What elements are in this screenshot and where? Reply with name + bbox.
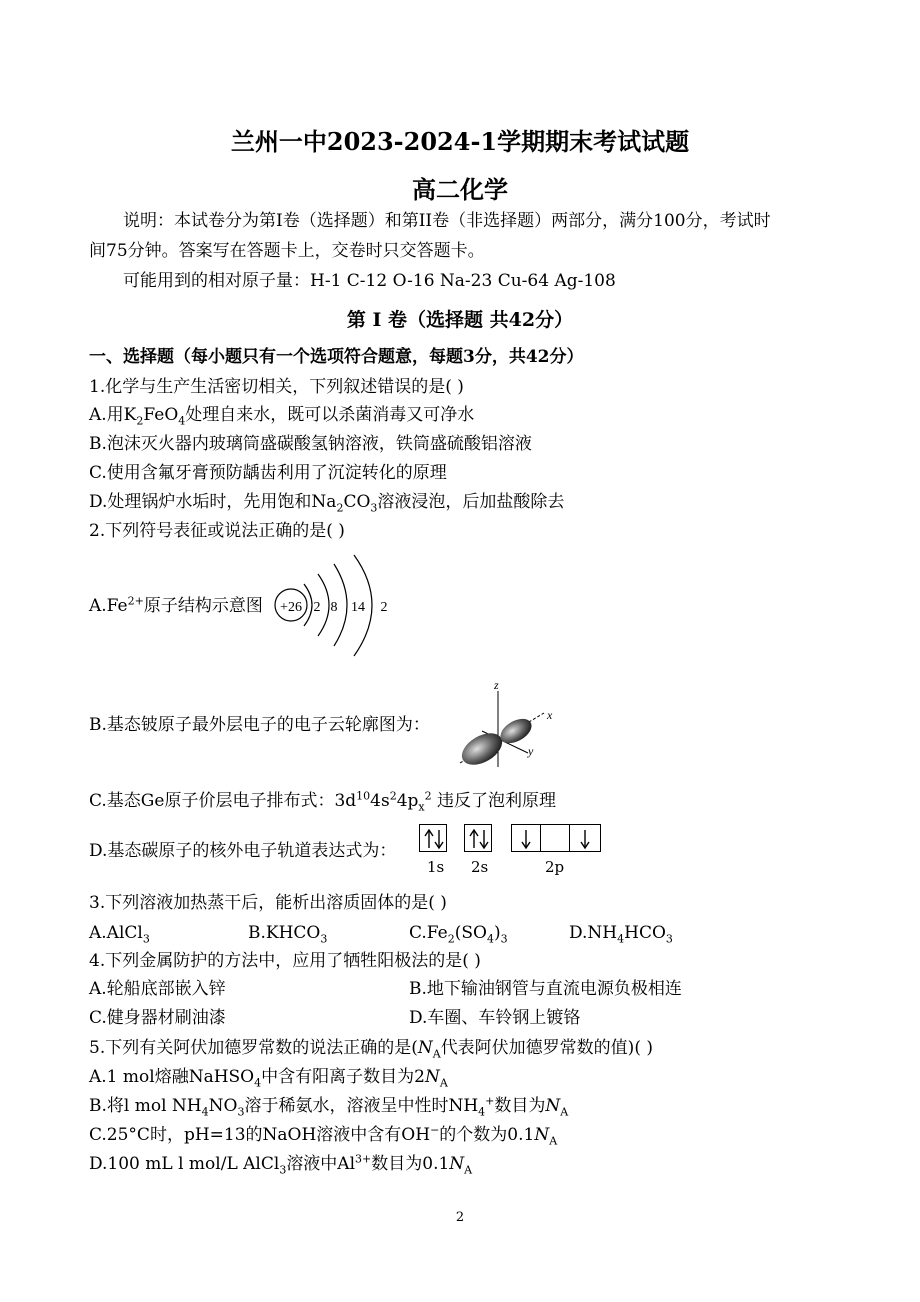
orbital-label-2p: 2p xyxy=(545,858,565,876)
question-4-option-b: B.地下输油钢管与直流电源负极相连 xyxy=(409,979,682,999)
question-1-stem: 1.化学与生产生活密切相关，下列叙述错误的是( ) xyxy=(89,377,464,397)
question-1-option-c: C.使用含氟牙膏预防龋齿利用了沉淀转化的原理 xyxy=(89,463,447,483)
atomic-masses: 可能用到的相对原子量：H-1 C-12 O-16 Na-23 Cu-64 Ag-108 xyxy=(123,271,616,291)
question-5-option-a: A.1 mol熔融NaHSO$_4$中含有阳离子数目为$2N_A$ xyxy=(89,1067,448,1090)
orbital-1s-box xyxy=(419,824,447,852)
intro-line-2: 间75分钟。答案写在答题卡上，交卷时只交答题卡。 xyxy=(89,241,485,261)
question-2-option-d: D.基态碳原子的核外电子轨道表达式为： xyxy=(89,841,397,861)
page-number: 2 xyxy=(455,1210,465,1225)
question-3-option-b: $B.KHCO_3$ xyxy=(248,923,328,946)
question-2-option-b: B.基态铍原子最外层电子的电子云轮廓图为： xyxy=(89,715,430,735)
shell-count-4: 2 xyxy=(380,600,388,615)
down-arrow-icon xyxy=(512,825,542,853)
question-2-stem: 2.下列符号表征或说法正确的是( ) xyxy=(89,521,345,541)
intro-line-1: 说明：本试卷分为第I卷（选择题）和第II卷（非选择题）两部分，满分100分，考试时 xyxy=(123,211,771,231)
question-4-option-a: A.轮船底部嵌入锌 xyxy=(89,979,226,999)
question-5-option-b: B.将l mol $NH_4NO_3$溶于稀氨水，溶液呈中性时$NH_4^+$数目为$N_A$ xyxy=(89,1094,569,1119)
lobe-upper xyxy=(496,714,535,748)
orbital-2p-box-1 xyxy=(511,824,541,852)
electron-cloud-diagram xyxy=(452,675,562,775)
subject-title: 高二化学 xyxy=(412,175,508,204)
shell-arc-1 xyxy=(304,584,312,626)
shell-count-3: 14 xyxy=(351,600,365,615)
x-axis-label: x xyxy=(547,708,553,722)
question-1-option-b: B.泡沫灭火器内玻璃筒盛碳酸氢钠溶液，铁筒盛硫酸铝溶液 xyxy=(89,434,532,454)
lobe-lower xyxy=(456,727,507,772)
exam-title: 兰州一中2023-2024-1学期期末考试试题 xyxy=(230,127,690,156)
atomic-structure-diagram xyxy=(270,552,400,662)
nucleus-charge: +26 xyxy=(280,600,302,615)
question-4-option-d: D.车圈、车铃钢上镀铬 xyxy=(409,1008,581,1028)
orbital-label-2s: 2s xyxy=(471,858,489,876)
orbital-2s-box xyxy=(464,824,492,852)
y-axis-label: y xyxy=(528,744,534,758)
paired-arrows-icon xyxy=(465,825,493,853)
question-4-stem: 4.下列金属防护的方法中，应用了牺牲阳极法的是( ) xyxy=(89,951,481,971)
paired-arrows-icon xyxy=(420,825,448,853)
question-3-stem: 3.下列溶液加热蒸干后，能析出溶质固体的是( ) xyxy=(89,893,447,913)
shell-count-2: 8 xyxy=(330,600,338,615)
question-4-option-c: C.健身器材刷油漆 xyxy=(89,1008,226,1028)
question-1-option-a: A.用$K_2FeO_4$处理自来水，既可以杀菌消毒又可净水 xyxy=(89,405,475,428)
section-heading: 第 I 卷（选择题 共42分） xyxy=(346,309,574,331)
question-5-option-d: D.100 mL l mol/L AlCl$_3$溶液中$Al^{3+}$数目为$0.1N_A$ xyxy=(89,1152,473,1177)
question-2-option-c: C.基态Ge原子价层电子排布式：$3d^{10}4s^24p_x^2$ 违反了泡利原理 xyxy=(89,789,557,814)
question-3-option-a: A.AlCl$_3$ xyxy=(89,923,150,946)
part-heading: 一、选择题（每小题只有一个选项符合题意，每题3分，共42分） xyxy=(89,347,584,367)
question-3-option-c: $C.Fe_2(SO_4)_3$ xyxy=(409,923,508,946)
z-axis-label: z xyxy=(494,678,499,692)
shell-count-1: 2 xyxy=(313,600,321,615)
orbital-diagram xyxy=(419,824,604,876)
down-arrow-icon xyxy=(570,825,602,853)
orbital-2p-box-3 xyxy=(569,824,601,852)
question-1-option-d: D.处理锅炉水垢时，先用饱和$Na_2CO_3$溶液浸泡，后加盐酸除去 xyxy=(89,492,565,515)
orbital-label-1s: 1s xyxy=(427,858,445,876)
question-5-stem: 5.下列有关阿伏加德罗常数的说法正确的是($N_A$代表阿伏加德罗常数的值)( ) xyxy=(89,1038,653,1061)
orbital-2p-box-2 xyxy=(540,824,570,852)
question-2-option-a: $A.Fe^{2+}$原子结构示意图 xyxy=(89,594,263,616)
question-5-option-c: C.25°C时，pH=13的NaOH溶液中含有OH−的个数为$0.1N_A$ xyxy=(89,1123,558,1148)
question-3-option-d: $D.NH_4HCO_3$ xyxy=(569,923,673,946)
